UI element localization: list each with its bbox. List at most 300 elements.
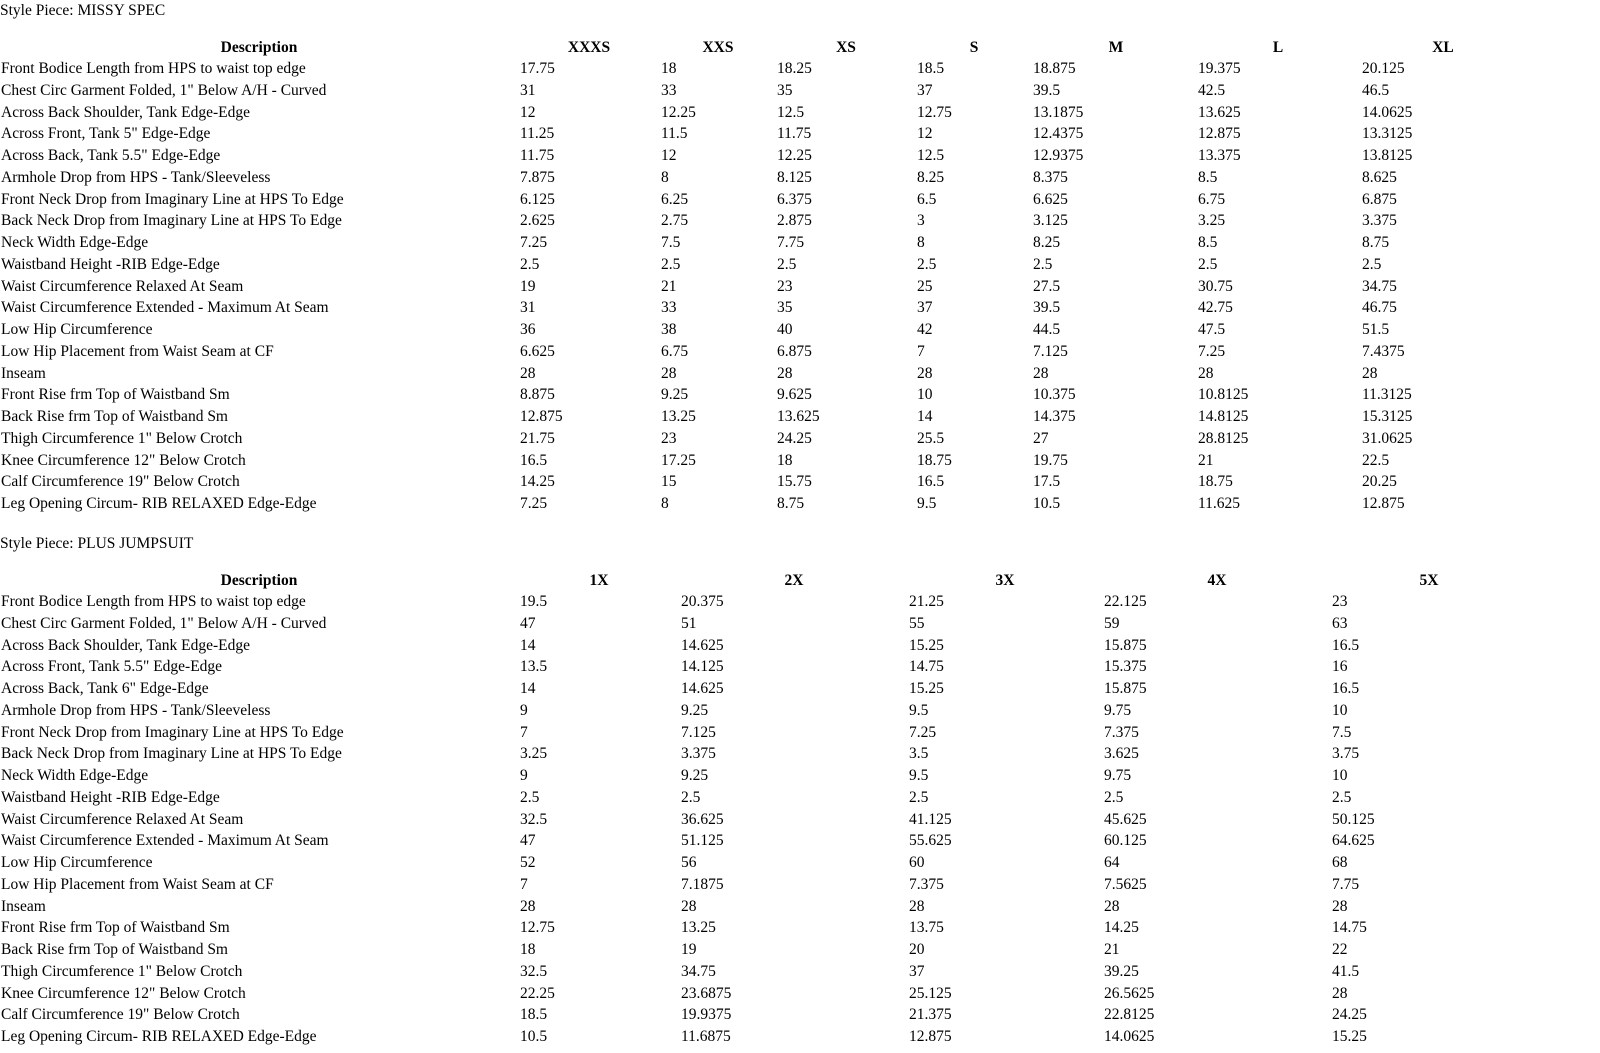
measurement-value: 28 bbox=[1332, 897, 1348, 915]
measurement-value: 11.5 bbox=[661, 125, 688, 143]
measurement-value: 28 bbox=[1362, 364, 1378, 382]
row-description: Armhole Drop from HPS - Tank/Sleeveless bbox=[1, 701, 271, 719]
measurement-value: 60.125 bbox=[1104, 832, 1147, 850]
measurement-value: 8.875 bbox=[520, 386, 555, 404]
row-description: Armhole Drop from HPS - Tank/Sleeveless bbox=[1, 168, 271, 186]
measurement-value: 13.1875 bbox=[1033, 103, 1084, 121]
measurement-value: 15.25 bbox=[909, 636, 944, 654]
measurement-value: 31.0625 bbox=[1362, 429, 1413, 447]
measurement-value: 7.5 bbox=[1332, 723, 1352, 741]
size-header: XXXS bbox=[567, 39, 611, 56]
size-header: 5X bbox=[1419, 572, 1439, 589]
measurement-value: 2.5 bbox=[1332, 788, 1352, 806]
measurement-value: 8.75 bbox=[1362, 234, 1390, 251]
measurement-value: 18.25 bbox=[777, 60, 812, 77]
measurement-value: 2.5 bbox=[1362, 255, 1382, 273]
measurement-value: 41.125 bbox=[909, 810, 952, 828]
measurement-value: 27.5 bbox=[1033, 277, 1061, 295]
size-header: M bbox=[1108, 39, 1124, 56]
row-description: Knee Circumference 12" Below Crotch bbox=[1, 451, 246, 469]
measurement-value: 2.5 bbox=[1104, 788, 1124, 806]
measurement-value: 12.25 bbox=[661, 103, 696, 121]
measurement-value: 25.5 bbox=[917, 429, 945, 447]
measurement-value: 2.625 bbox=[520, 212, 555, 230]
section-title: Style Piece: PLUS JUMPSUIT bbox=[0, 535, 194, 552]
measurement-value: 9.25 bbox=[681, 701, 709, 719]
size-header: 2X bbox=[784, 572, 804, 589]
row-description: Low Hip Circumference bbox=[1, 321, 153, 338]
measurement-value: 6.25 bbox=[661, 190, 689, 208]
size-header: 1X bbox=[589, 572, 609, 589]
measurement-value: 7 bbox=[520, 723, 528, 741]
measurement-value: 13.375 bbox=[1198, 147, 1241, 164]
row-description: Leg Opening Circum- RIB RELAXED Edge-Edge bbox=[1, 495, 317, 512]
measurement-value: 11.25 bbox=[520, 125, 555, 143]
measurement-value: 35 bbox=[777, 299, 793, 317]
measurement-value: 9.5 bbox=[909, 701, 929, 719]
measurement-value: 11.6875 bbox=[681, 1028, 731, 1045]
measurement-value: 13.625 bbox=[1198, 103, 1241, 121]
measurement-value: 13.625 bbox=[777, 408, 820, 425]
measurement-value: 10 bbox=[1332, 767, 1348, 784]
measurement-value: 28.8125 bbox=[1198, 429, 1249, 447]
measurement-value: 20 bbox=[909, 941, 925, 958]
measurement-value: 9.25 bbox=[681, 767, 709, 784]
measurement-value: 28 bbox=[1198, 364, 1214, 382]
measurement-value: 11.3125 bbox=[1362, 386, 1412, 404]
row-description: Waistband Height -RIB Edge-Edge bbox=[1, 255, 220, 273]
measurement-value: 7 bbox=[520, 875, 528, 893]
measurement-value: 37 bbox=[909, 962, 925, 980]
row-description: Front Bodice Length from HPS to waist top edge bbox=[1, 593, 306, 610]
measurement-value: 3.25 bbox=[1198, 212, 1226, 230]
measurement-value: 60 bbox=[909, 854, 925, 871]
measurement-value: 12.875 bbox=[909, 1028, 952, 1045]
row-description: Inseam bbox=[1, 364, 46, 382]
row-description: Front Bodice Length from HPS to waist top edge bbox=[1, 60, 306, 77]
measurement-value: 19.375 bbox=[1198, 60, 1241, 77]
measurement-value: 8.75 bbox=[777, 495, 805, 512]
row-description: Across Back, Tank 5.5" Edge-Edge bbox=[1, 147, 221, 164]
measurement-value: 16.5 bbox=[917, 473, 945, 491]
measurement-value: 8.25 bbox=[1033, 234, 1061, 251]
measurement-value: 36 bbox=[520, 321, 536, 338]
size-header: S bbox=[969, 39, 979, 56]
measurement-value: 42.5 bbox=[1198, 81, 1226, 99]
row-description: Waist Circumference Relaxed At Seam bbox=[1, 810, 244, 828]
measurement-value: 52 bbox=[520, 854, 536, 871]
row-description: Chest Circ Garment Folded, 1" Below A/H - Curved bbox=[1, 614, 327, 632]
description-header: Description bbox=[220, 572, 298, 589]
measurement-value: 11.625 bbox=[1198, 495, 1241, 512]
measurement-value: 17.5 bbox=[1033, 473, 1061, 491]
measurement-value: 11.75 bbox=[520, 147, 555, 164]
measurement-value: 51.125 bbox=[681, 832, 724, 850]
measurement-value: 24.25 bbox=[1332, 1006, 1367, 1024]
measurement-value: 14.625 bbox=[681, 680, 724, 697]
measurement-value: 2.5 bbox=[777, 255, 797, 273]
size-header: 3X bbox=[995, 572, 1015, 589]
measurement-value: 18.5 bbox=[520, 1006, 548, 1024]
size-header: L bbox=[1272, 39, 1284, 56]
measurement-value: 3.75 bbox=[1332, 745, 1360, 763]
section-title: Style Piece: MISSY SPEC bbox=[0, 2, 166, 19]
measurement-value: 3.625 bbox=[1104, 745, 1139, 763]
measurement-value: 12 bbox=[520, 103, 536, 121]
measurement-value: 55 bbox=[909, 614, 925, 632]
measurement-value: 20.375 bbox=[681, 593, 724, 610]
measurement-value: 8.5 bbox=[1198, 234, 1218, 251]
measurement-value: 2.5 bbox=[909, 788, 929, 806]
measurement-value: 59 bbox=[1104, 614, 1120, 632]
measurement-value: 21 bbox=[661, 277, 677, 295]
measurement-value: 6.875 bbox=[1362, 190, 1397, 208]
measurement-value: 16.5 bbox=[1332, 680, 1360, 697]
row-description: Front Neck Drop from Imaginary Line at HPS To Edge bbox=[1, 190, 344, 208]
measurement-value: 6.875 bbox=[777, 342, 812, 360]
measurement-value: 9.5 bbox=[917, 495, 937, 512]
size-header: XS bbox=[836, 39, 856, 56]
measurement-value: 23 bbox=[777, 277, 793, 295]
measurement-value: 23 bbox=[661, 429, 677, 447]
measurement-value: 7.1875 bbox=[681, 875, 724, 893]
measurement-value: 56 bbox=[681, 854, 697, 871]
row-description: Neck Width Edge-Edge bbox=[1, 234, 149, 251]
measurement-value: 28 bbox=[1033, 364, 1049, 382]
measurement-value: 7.75 bbox=[1332, 875, 1360, 893]
measurement-value: 7.25 bbox=[1198, 342, 1226, 360]
measurement-value: 6.5 bbox=[917, 190, 937, 208]
row-description: Low Hip Placement from Waist Seam at CF bbox=[1, 342, 274, 360]
measurement-value: 8.25 bbox=[917, 168, 945, 186]
measurement-value: 22.5 bbox=[1362, 451, 1390, 469]
measurement-value: 14.125 bbox=[681, 658, 724, 676]
measurement-value: 28 bbox=[909, 897, 925, 915]
measurement-value: 7.75 bbox=[777, 234, 805, 251]
measurement-value: 24.25 bbox=[777, 429, 812, 447]
measurement-value: 22 bbox=[1332, 941, 1348, 958]
measurement-value: 14.75 bbox=[909, 658, 944, 676]
measurement-value: 22.25 bbox=[520, 984, 555, 1002]
measurement-value: 14 bbox=[917, 408, 933, 425]
measurement-value: 47.5 bbox=[1198, 321, 1226, 338]
measurement-value: 9 bbox=[520, 701, 528, 719]
measurement-value: 6.625 bbox=[1033, 190, 1068, 208]
measurement-value: 2.5 bbox=[520, 255, 540, 273]
measurement-value: 14.0625 bbox=[1362, 103, 1413, 121]
measurement-value: 39.25 bbox=[1104, 962, 1139, 980]
measurement-value: 3.25 bbox=[520, 745, 548, 763]
measurement-value: 19.9375 bbox=[681, 1006, 732, 1024]
measurement-value: 28 bbox=[520, 364, 536, 382]
measurement-value: 51 bbox=[681, 614, 697, 632]
measurement-value: 8 bbox=[917, 234, 925, 251]
measurement-value: 14.625 bbox=[681, 636, 724, 654]
measurement-value: 12.875 bbox=[1362, 495, 1405, 512]
measurement-value: 6.75 bbox=[1198, 190, 1226, 208]
measurement-value: 2.5 bbox=[1033, 255, 1053, 273]
measurement-value: 3 bbox=[917, 212, 925, 230]
measurement-value: 3.125 bbox=[1033, 212, 1068, 230]
measurement-value: 18.75 bbox=[917, 451, 952, 469]
measurement-value: 7.375 bbox=[909, 875, 944, 893]
size-header: XXS bbox=[702, 39, 734, 56]
measurement-value: 15.375 bbox=[1104, 658, 1147, 676]
measurement-value: 7.125 bbox=[681, 723, 716, 741]
measurement-value: 31 bbox=[520, 81, 536, 99]
measurement-value: 18 bbox=[520, 941, 536, 958]
measurement-value: 2.875 bbox=[777, 212, 812, 230]
measurement-value: 14 bbox=[520, 680, 536, 697]
measurement-value: 2.5 bbox=[917, 255, 937, 273]
row-description: Front Rise frm Top of Waistband Sm bbox=[1, 386, 230, 404]
measurement-value: 2.5 bbox=[1198, 255, 1218, 273]
measurement-value: 25.125 bbox=[909, 984, 952, 1002]
description-header: Description bbox=[220, 39, 298, 56]
measurement-value: 19 bbox=[520, 277, 536, 295]
measurement-value: 20.125 bbox=[1362, 60, 1405, 77]
measurement-value: 40 bbox=[777, 321, 793, 338]
measurement-value: 46.75 bbox=[1362, 299, 1397, 317]
measurement-value: 14.75 bbox=[1332, 919, 1367, 937]
measurement-value: 68 bbox=[1332, 854, 1348, 871]
measurement-value: 6.625 bbox=[520, 342, 555, 360]
row-description: Across Back Shoulder, Tank Edge-Edge bbox=[1, 636, 250, 654]
measurement-value: 12.75 bbox=[917, 103, 952, 121]
measurement-value: 20.25 bbox=[1362, 473, 1397, 491]
measurement-value: 11.75 bbox=[777, 125, 812, 143]
measurement-value: 2.5 bbox=[520, 788, 540, 806]
measurement-value: 15.75 bbox=[777, 473, 812, 491]
measurement-value: 7.125 bbox=[1033, 342, 1068, 360]
measurement-value: 34.75 bbox=[1362, 277, 1397, 295]
measurement-value: 14.0625 bbox=[1104, 1028, 1155, 1045]
measurement-value: 8 bbox=[661, 495, 669, 512]
measurement-value: 7.5 bbox=[661, 234, 681, 251]
row-description: Calf Circumference 19" Below Crotch bbox=[1, 473, 240, 491]
measurement-value: 10 bbox=[1332, 701, 1348, 719]
measurement-value: 31 bbox=[520, 299, 536, 317]
row-description: Across Front, Tank 5.5" Edge-Edge bbox=[1, 658, 223, 676]
size-header: 4X bbox=[1207, 572, 1227, 589]
measurement-value: 64.625 bbox=[1332, 832, 1375, 850]
measurement-value: 6.375 bbox=[777, 190, 812, 208]
measurement-value: 12.5 bbox=[917, 147, 945, 164]
row-description: Waist Circumference Relaxed At Seam bbox=[1, 277, 244, 295]
measurement-value: 50.125 bbox=[1332, 810, 1375, 828]
measurement-value: 10.8125 bbox=[1198, 386, 1249, 404]
measurement-value: 28 bbox=[520, 897, 536, 915]
measurement-value: 21.375 bbox=[909, 1006, 952, 1024]
measurement-value: 23.6875 bbox=[681, 984, 732, 1002]
measurement-value: 14 bbox=[520, 636, 536, 654]
measurement-value: 13.5 bbox=[520, 658, 548, 676]
measurement-value: 37 bbox=[917, 299, 933, 317]
measurement-value: 28 bbox=[1332, 984, 1348, 1002]
measurement-value: 10.5 bbox=[520, 1028, 548, 1045]
measurement-value: 15.25 bbox=[909, 680, 944, 697]
measurement-value: 6.75 bbox=[661, 342, 689, 360]
measurement-value: 41.5 bbox=[1332, 962, 1360, 980]
row-description: Back Neck Drop from Imaginary Line at HPS To Edge bbox=[1, 212, 342, 230]
measurement-value: 36.625 bbox=[681, 810, 724, 828]
measurement-value: 47 bbox=[520, 614, 536, 632]
measurement-value: 28 bbox=[1104, 897, 1120, 915]
row-description: Knee Circumference 12" Below Crotch bbox=[1, 984, 246, 1002]
measurement-value: 7.25 bbox=[520, 495, 548, 512]
measurement-value: 12.875 bbox=[1198, 125, 1241, 143]
measurement-value: 33 bbox=[661, 81, 677, 99]
size-header: XL bbox=[1432, 39, 1454, 56]
measurement-value: 64 bbox=[1104, 854, 1120, 871]
measurement-value: 46.5 bbox=[1362, 81, 1390, 99]
measurement-value: 12 bbox=[661, 147, 677, 164]
measurement-value: 3.5 bbox=[909, 745, 929, 763]
measurement-value: 7.25 bbox=[909, 723, 937, 741]
measurement-value: 39.5 bbox=[1033, 299, 1061, 317]
measurement-value: 10 bbox=[917, 386, 933, 404]
row-description: Calf Circumference 19" Below Crotch bbox=[1, 1006, 240, 1024]
measurement-value: 6.125 bbox=[520, 190, 555, 208]
measurement-value: 9.25 bbox=[661, 386, 689, 404]
measurement-value: 42.75 bbox=[1198, 299, 1233, 317]
measurement-value: 13.8125 bbox=[1362, 147, 1413, 164]
measurement-value: 16.5 bbox=[520, 451, 548, 469]
measurement-value: 7.875 bbox=[520, 168, 555, 186]
measurement-value: 7 bbox=[917, 342, 925, 360]
measurement-value: 26.5625 bbox=[1104, 984, 1155, 1002]
measurement-value: 2.5 bbox=[681, 788, 701, 806]
measurement-value: 39.5 bbox=[1033, 81, 1061, 99]
row-description: Neck Width Edge-Edge bbox=[1, 767, 149, 784]
measurement-value: 13.25 bbox=[681, 919, 716, 937]
measurement-value: 14.375 bbox=[1033, 408, 1076, 425]
row-description: Across Back, Tank 6" Edge-Edge bbox=[1, 680, 209, 697]
measurement-value: 12.875 bbox=[520, 408, 563, 425]
measurement-value: 47 bbox=[520, 832, 536, 850]
measurement-value: 17.25 bbox=[661, 451, 696, 469]
measurement-value: 13.25 bbox=[661, 408, 696, 425]
row-description: Thigh Circumference 1" Below Crotch bbox=[1, 962, 243, 980]
measurement-value: 19.75 bbox=[1033, 451, 1068, 469]
measurement-value: 30.75 bbox=[1198, 277, 1233, 295]
measurement-value: 35 bbox=[777, 81, 793, 99]
measurement-value: 12.9375 bbox=[1033, 147, 1084, 164]
measurement-value: 12.5 bbox=[777, 103, 805, 121]
measurement-value: 10.5 bbox=[1033, 495, 1061, 512]
measurement-value: 21.25 bbox=[909, 593, 944, 610]
measurement-value: 14.25 bbox=[1104, 919, 1139, 937]
row-description: Back Neck Drop from Imaginary Line at HPS To Edge bbox=[1, 745, 342, 763]
measurement-value: 9.75 bbox=[1104, 767, 1132, 784]
measurement-value: 14.25 bbox=[520, 473, 555, 491]
measurement-value: 9 bbox=[520, 767, 528, 784]
measurement-value: 3.375 bbox=[681, 745, 716, 763]
row-description: Back Rise frm Top of Waistband Sm bbox=[1, 941, 228, 958]
measurement-value: 19 bbox=[681, 941, 697, 958]
measurement-value: 8.125 bbox=[777, 168, 812, 186]
measurement-value: 7.25 bbox=[520, 234, 548, 251]
measurement-value: 9.75 bbox=[1104, 701, 1132, 719]
measurement-value: 2.5 bbox=[661, 255, 681, 273]
row-description: Waist Circumference Extended - Maximum At Seam bbox=[1, 299, 329, 317]
measurement-value: 13.75 bbox=[909, 919, 944, 937]
measurement-value: 22.125 bbox=[1104, 593, 1147, 610]
measurement-value: 3.375 bbox=[1362, 212, 1397, 230]
measurement-value: 21 bbox=[1104, 941, 1120, 958]
measurement-value: 7.5625 bbox=[1104, 875, 1147, 893]
measurement-value: 19.5 bbox=[520, 593, 548, 610]
measurement-value: 22.8125 bbox=[1104, 1006, 1155, 1024]
measurement-value: 38 bbox=[661, 321, 677, 338]
measurement-value: 34.75 bbox=[681, 962, 716, 980]
row-description: Low Hip Placement from Waist Seam at CF bbox=[1, 875, 274, 893]
measurement-value: 15.875 bbox=[1104, 636, 1147, 654]
measurement-value: 63 bbox=[1332, 614, 1348, 632]
row-description: Across Front, Tank 5" Edge-Edge bbox=[1, 125, 211, 143]
measurement-value: 12.4375 bbox=[1033, 125, 1084, 143]
measurement-value: 8.625 bbox=[1362, 168, 1397, 186]
measurement-value: 16.5 bbox=[1332, 636, 1360, 654]
measurement-value: 25 bbox=[917, 277, 933, 295]
measurement-value: 37 bbox=[917, 81, 933, 99]
measurement-value: 28 bbox=[681, 897, 697, 915]
measurement-value: 15 bbox=[661, 473, 677, 491]
measurement-value: 15.875 bbox=[1104, 680, 1147, 697]
measurement-value: 33 bbox=[661, 299, 677, 317]
row-description: Across Back Shoulder, Tank Edge-Edge bbox=[1, 103, 250, 121]
measurement-value: 18 bbox=[661, 60, 677, 77]
measurement-value: 32.5 bbox=[520, 810, 548, 828]
measurement-value: 51.5 bbox=[1362, 321, 1390, 338]
measurement-value: 8.5 bbox=[1198, 168, 1218, 186]
measurement-value: 28 bbox=[917, 364, 933, 382]
row-description: Back Rise frm Top of Waistband Sm bbox=[1, 408, 228, 425]
measurement-value: 45.625 bbox=[1104, 810, 1147, 828]
measurement-value: 23 bbox=[1332, 593, 1348, 610]
measurement-value: 13.3125 bbox=[1362, 125, 1413, 143]
measurement-value: 12.25 bbox=[777, 147, 812, 164]
measurement-value: 17.75 bbox=[520, 60, 555, 77]
measurement-value: 18.875 bbox=[1033, 60, 1076, 77]
measurement-value: 28 bbox=[661, 364, 677, 382]
measurement-value: 21.75 bbox=[520, 429, 555, 447]
measurement-value: 14.8125 bbox=[1198, 408, 1249, 425]
row-description: Low Hip Circumference bbox=[1, 854, 153, 871]
measurement-value: 7.375 bbox=[1104, 723, 1139, 741]
measurement-value: 15.3125 bbox=[1362, 408, 1413, 425]
measurement-value: 18 bbox=[777, 451, 793, 469]
measurement-value: 8 bbox=[661, 168, 669, 186]
measurement-value: 28 bbox=[777, 364, 793, 382]
row-description: Thigh Circumference 1" Below Crotch bbox=[1, 429, 243, 447]
measurement-value: 15.25 bbox=[1332, 1028, 1367, 1045]
measurement-value: 7.4375 bbox=[1362, 342, 1405, 360]
measurement-value: 18.75 bbox=[1198, 473, 1233, 491]
measurement-value: 55.625 bbox=[909, 832, 952, 850]
measurement-value: 8.375 bbox=[1033, 168, 1068, 186]
measurement-value: 42 bbox=[917, 321, 933, 338]
row-description: Front Rise frm Top of Waistband Sm bbox=[1, 919, 230, 937]
measurement-value: 32.5 bbox=[520, 962, 548, 980]
row-description: Waist Circumference Extended - Maximum At Seam bbox=[1, 832, 329, 850]
measurement-value: 27 bbox=[1033, 429, 1049, 447]
measurement-value: 16 bbox=[1332, 658, 1348, 676]
row-description: Inseam bbox=[1, 897, 46, 915]
measurement-value: 12 bbox=[917, 125, 933, 143]
row-description: Waistband Height -RIB Edge-Edge bbox=[1, 788, 220, 806]
measurement-value: 12.75 bbox=[520, 919, 555, 937]
